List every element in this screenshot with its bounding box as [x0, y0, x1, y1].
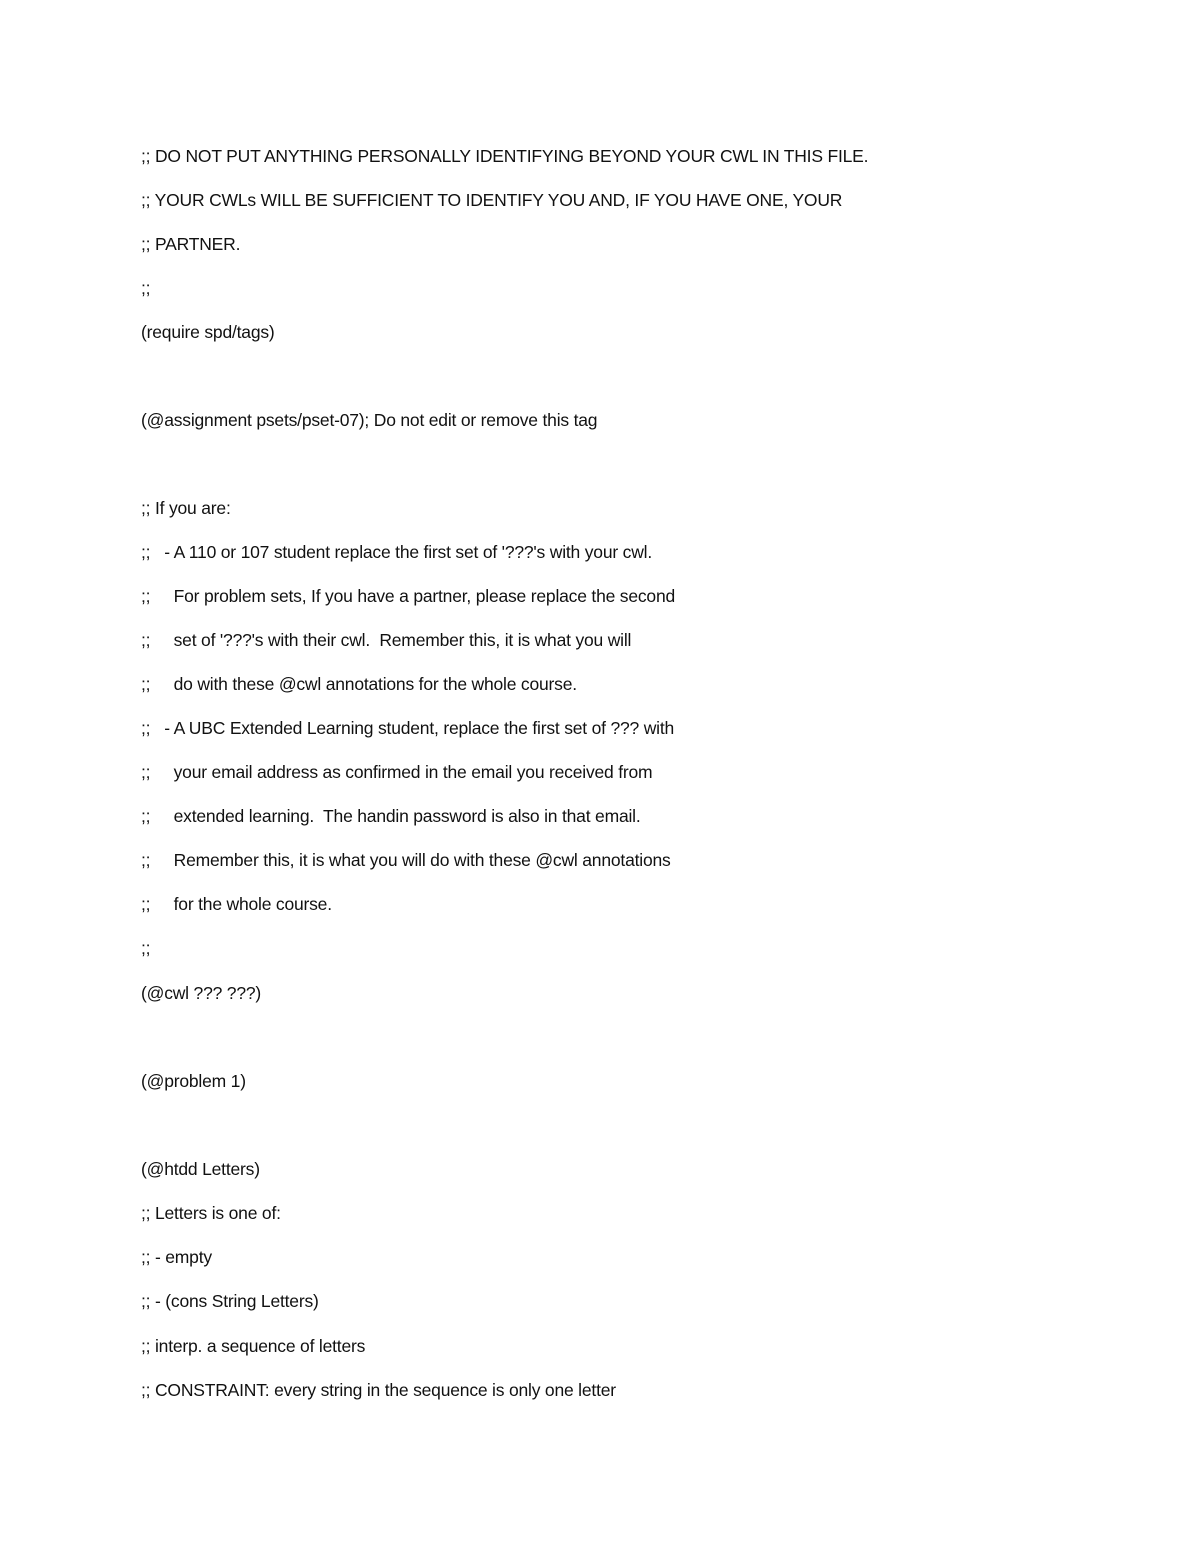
comment-line-if-you-are: ;; If you are: [141, 498, 231, 518]
comment-line-instruction: ;; extended learning. The handin password is also in that email. [141, 806, 641, 826]
require-line: (require spd/tags) [141, 322, 275, 342]
comment-line-partner: ;; PARTNER. [141, 234, 241, 254]
interp-line: ;; interp. a sequence of letters [141, 1336, 366, 1356]
comment-line-instruction: ;; - A UBC Extended Learning student, replace the first set of ??? with [141, 718, 675, 738]
problem-tag-line: (@problem 1) [141, 1071, 246, 1091]
constraint-line: ;; CONSTRAINT: every string in the sequence is only one letter [141, 1380, 616, 1400]
comment-line-instruction: ;; set of '???'s with their cwl. Remember this, it is what you will [141, 630, 632, 650]
comment-line-cwl-sufficient: ;; YOUR CWLs WILL BE SUFFICIENT TO IDENTIFY YOU AND, IF YOU HAVE ONE, YOUR [141, 190, 843, 210]
comment-line-instruction: ;; Remember this, it is what you will do with these @cwl annotations [141, 850, 671, 870]
comment-line-instruction: ;; - A 110 or 107 student replace the first set of '???'s with your cwl. [141, 542, 652, 562]
cwl-tag-line: (@cwl ??? ???) [141, 983, 262, 1003]
comment-line-empty: ;; [141, 938, 151, 958]
data-definition-line: ;; - (cons String Letters) [141, 1291, 319, 1311]
data-definition-line: ;; - empty [141, 1247, 212, 1267]
comment-line-instruction: ;; For problem sets, If you have a partner, please replace the second [141, 586, 676, 606]
comment-line-warning: ;; DO NOT PUT ANYTHING PERSONALLY IDENTIFYING BEYOND YOUR CWL IN THIS FILE. [141, 146, 869, 166]
comment-line-empty: ;; [141, 278, 151, 298]
comment-line-instruction: ;; do with these @cwl annotations for the whole course. [141, 674, 577, 694]
comment-line-instruction: ;; for the whole course. [141, 894, 332, 914]
comment-line-instruction: ;; your email address as confirmed in the email you received from [141, 762, 653, 782]
htdd-tag-line: (@htdd Letters) [141, 1159, 260, 1179]
assignment-tag-line: (@assignment psets/pset-07); Do not edit or remove this tag [141, 410, 598, 430]
data-definition-line: ;; Letters is one of: [141, 1203, 281, 1223]
